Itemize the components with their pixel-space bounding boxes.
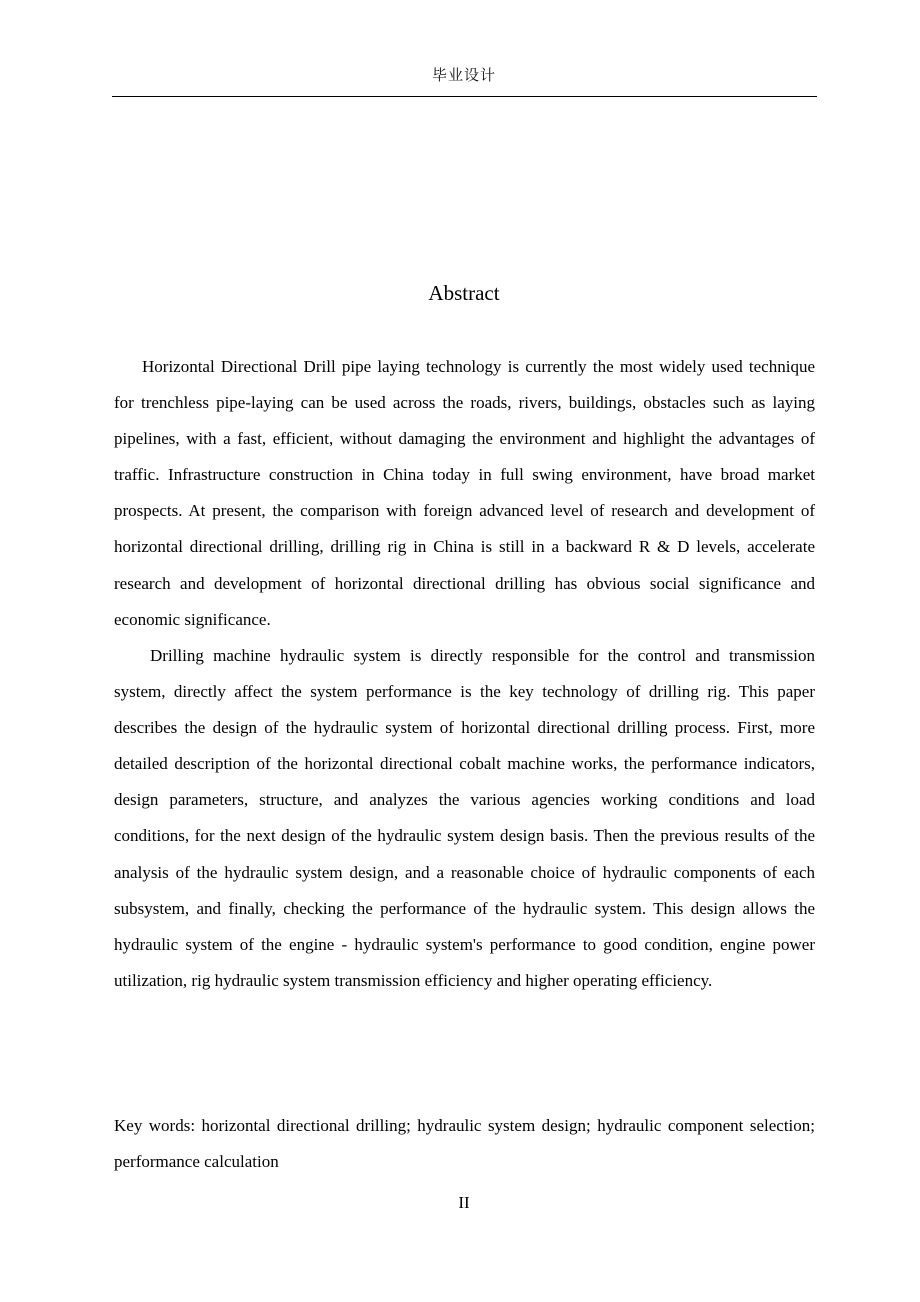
keywords-section: [114, 1108, 815, 1180]
abstract-paragraph-2: [114, 638, 815, 999]
abstract-title: Abstract: [428, 281, 500, 305]
header-divider: [112, 96, 817, 97]
paragraph-text: Drilling machine hydraulic system is directly responsible for the control and transmission system, directly affect the system performance is the key technology of drilling rig. This paper describes the design of the hydraulic system of horizontal directional drilling process. First, more detailed description of the horizontal directional cobalt machine works, the performance indicators, design parameters, structure, and analyzes the various agencies working conditions and load conditions, for the next design of the hydraulic system design basis. Then the previous results of the analysis of the hydraulic system design, and a reasonable choice of hydraulic components of each subsystem, and finally, checking the performance of the hydraulic system. This design allows the hydraulic system of the engine - hydraulic system's performance to good condition, engine power utilization, rig hydraulic system transmission efficiency and higher operating efficiency.: [114, 646, 815, 990]
page-header: 毕业设计: [431, 66, 496, 84]
page-number: II: [458, 1193, 470, 1212]
keywords-text: Key words: horizontal directional drilling; hydraulic system design; hydraulic component selection; performance calculation: [114, 1116, 815, 1172]
abstract-paragraph-1: [114, 349, 815, 638]
paragraph-text: Horizontal Directional Drill pipe laying technology is currently the most widely used technique for trenchless pipe-laying can be used across the roads, rivers, buildings, obstacles such as laying pipelines, with a fast, efficient, without damaging the environment and highlight the advantages of traffic. Infrastructure construction in China today in full swing environment, have broad market prospects. At present, the comparison with foreign advanced level of research and development of horizontal directional drilling, drilling rig in China is still in a backward R & D levels, accelerate research and development of horizontal directional drilling has obvious social significance and economic significance.: [114, 357, 815, 629]
